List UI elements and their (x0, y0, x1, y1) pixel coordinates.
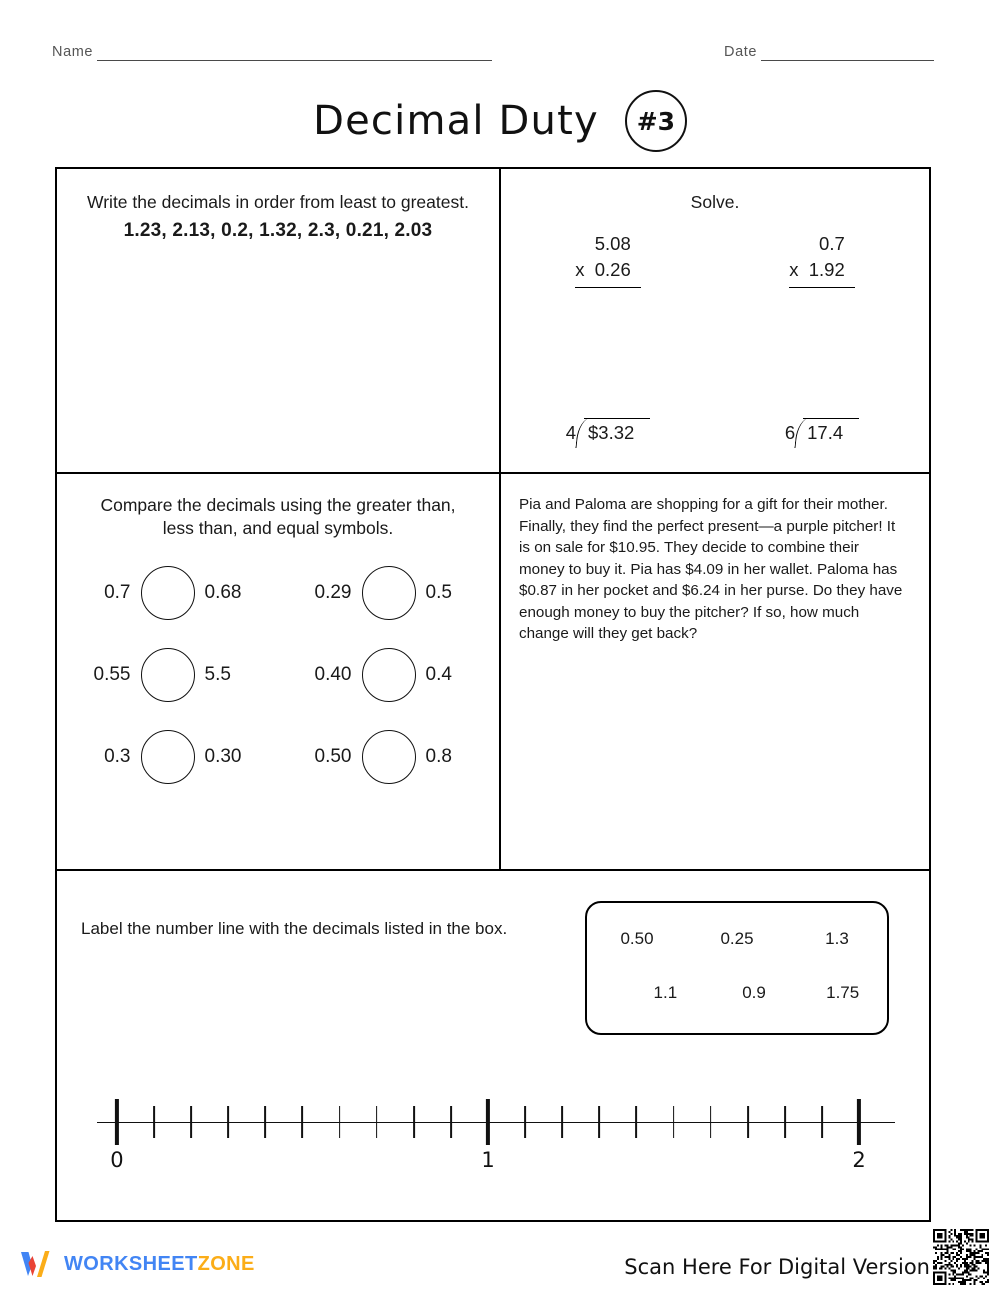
date-label: Date (724, 44, 758, 60)
decimal-word-box (585, 901, 889, 1035)
qr-code-image (933, 1229, 989, 1285)
compare-right-value: 0.4 (425, 664, 452, 686)
divisor: 6 (784, 421, 796, 443)
brand-worksheet: WORKSHEET (64, 1252, 198, 1275)
page-title: Decimal Duty (313, 98, 599, 144)
worksheet-row-1 (57, 169, 929, 474)
number-line-minor-tick (264, 1092, 266, 1138)
section-solve (501, 169, 929, 472)
dividend: $3.32 (577, 418, 650, 443)
compare-pair (57, 648, 278, 702)
compare-row (57, 730, 499, 784)
multiplier: x 0.26 (575, 257, 641, 287)
number-line-minor-tick (636, 1092, 638, 1138)
number-line-axis (97, 1122, 895, 1123)
divisor: 4 (565, 421, 576, 443)
number-line-minor-tick (450, 1092, 452, 1138)
compare-answer-circle[interactable] (141, 730, 195, 784)
compare-left-value: 0.40 (314, 664, 352, 686)
brand-name (64, 1253, 255, 1276)
compare-row (57, 566, 499, 620)
name-label: Name (52, 44, 94, 60)
order-values: 1.23, 2.13, 0.2, 1.32, 2.3, 0.21, 2.03 (123, 220, 433, 242)
compare-pair (57, 566, 278, 620)
date-input-line[interactable] (761, 47, 934, 61)
compare-answer-circle[interactable] (141, 648, 195, 702)
word-box-row (587, 983, 887, 1003)
worksheet-number-badge: #3 (625, 90, 687, 152)
word-box-value: 1.1 (653, 983, 678, 1002)
division-problem (715, 418, 929, 443)
compare-right-value: 0.68 (204, 582, 242, 604)
dividend: 17.4 (796, 418, 859, 443)
compare-right-value: 0.5 (425, 582, 452, 604)
section-order-decimals (57, 169, 501, 472)
number-line-minor-tick (413, 1092, 415, 1138)
number-line-minor-tick (710, 1092, 712, 1138)
compare-row (57, 648, 499, 702)
header-fields (0, 44, 1000, 70)
worksheet-row-3 (57, 871, 929, 1220)
compare-answer-circle[interactable] (362, 648, 416, 702)
compare-right-value: 0.30 (204, 746, 242, 768)
compare-pair (278, 648, 499, 702)
number-line-minor-tick (153, 1092, 155, 1138)
number-line-minor-tick (784, 1092, 786, 1138)
number-line-minor-tick (190, 1092, 192, 1138)
compare-pair (57, 730, 278, 784)
compare-pair (278, 566, 499, 620)
number-line-minor-tick (302, 1092, 304, 1138)
multiplier: x 1.92 (789, 257, 855, 287)
multiplication-problems (501, 231, 929, 288)
multiplicand: 0.7 (819, 233, 845, 254)
division-problems (501, 418, 929, 443)
word-box-value: 0.9 (742, 983, 766, 1002)
name-field[interactable] (52, 44, 492, 61)
name-input-line[interactable] (97, 47, 492, 61)
compare-left-value: 0.50 (314, 746, 352, 768)
compare-left-value: 0.3 (104, 746, 131, 768)
section-compare-decimals (57, 474, 501, 869)
compare-left-value: 0.7 (104, 582, 131, 604)
compare-prompt: Compare the decimals using the greater than, less than, and equal symbols. (100, 495, 456, 539)
compare-right-value: 5.5 (204, 664, 231, 686)
word-box-row (587, 929, 887, 949)
multiplication-problem (501, 231, 715, 288)
compare-answer-circle[interactable] (362, 566, 416, 620)
compare-pair (278, 730, 499, 784)
compare-right-value: 0.8 (425, 746, 452, 768)
number-line-prompt: Label the number line with the decimals listed in the box. (81, 919, 508, 938)
section-word-problem (501, 474, 929, 869)
multiplication-problem (715, 231, 929, 288)
compare-answer-circle[interactable] (141, 566, 195, 620)
number-line-minor-tick (227, 1092, 229, 1138)
order-prompt: Write the decimals in order from least to greatest. (87, 192, 469, 212)
multiplicand: 5.08 (594, 233, 631, 254)
number-line-major-tick (857, 1092, 861, 1145)
number-line-minor-tick (376, 1092, 378, 1138)
word-box-value: 0.25 (720, 929, 754, 948)
word-box-value: 0.50 (620, 929, 654, 948)
solve-heading: Solve. (690, 192, 740, 212)
word-problem-text: Pia and Paloma are shopping for a gift for their mother. Finally, they find the perfect present—a purple pitcher! It is on sale for $10.95. They decide to combine their money to buy it. Pia has $4.09 in her wallet. Paloma has $0.87 in her pocket and $6.24 in her purse. Do they have enough money to buy the pitcher? If so, how much change will they get back? (519, 496, 903, 643)
number-line[interactable] (97, 1092, 895, 1176)
title-block (0, 90, 1000, 152)
compare-grid (57, 566, 499, 784)
number-line-minor-tick (598, 1092, 600, 1138)
number-line-minor-tick (747, 1092, 749, 1138)
number-line-minor-tick (524, 1092, 526, 1138)
number-line-label: 1 (481, 1148, 495, 1172)
worksheet-zone-w-icon (18, 1248, 52, 1280)
number-line-minor-tick (821, 1092, 823, 1138)
word-box-value: 1.75 (826, 983, 860, 1002)
number-line-major-tick (486, 1092, 490, 1145)
division-problem (501, 418, 715, 443)
qr-code[interactable] (930, 1226, 992, 1288)
worksheet-row-2 (57, 474, 929, 871)
footer (0, 1228, 1000, 1294)
date-field[interactable] (724, 44, 934, 61)
word-box-value: 1.3 (825, 929, 849, 948)
number-line-major-tick (115, 1092, 119, 1145)
brand-zone: ZONE (197, 1252, 255, 1275)
compare-answer-circle[interactable] (362, 730, 416, 784)
section-number-line (57, 871, 929, 1220)
scan-prompt: Scan Here For Digital Version (624, 1255, 930, 1279)
number-line-minor-tick (673, 1092, 675, 1138)
brand-logo[interactable] (18, 1248, 255, 1280)
compare-left-value: 0.29 (314, 582, 352, 604)
number-line-label: 2 (852, 1148, 866, 1172)
number-line-minor-tick (561, 1092, 563, 1138)
compare-left-value: 0.55 (93, 664, 131, 686)
number-line-label: 0 (110, 1148, 124, 1172)
number-line-minor-tick (339, 1092, 341, 1138)
worksheet-grid (55, 167, 931, 1222)
